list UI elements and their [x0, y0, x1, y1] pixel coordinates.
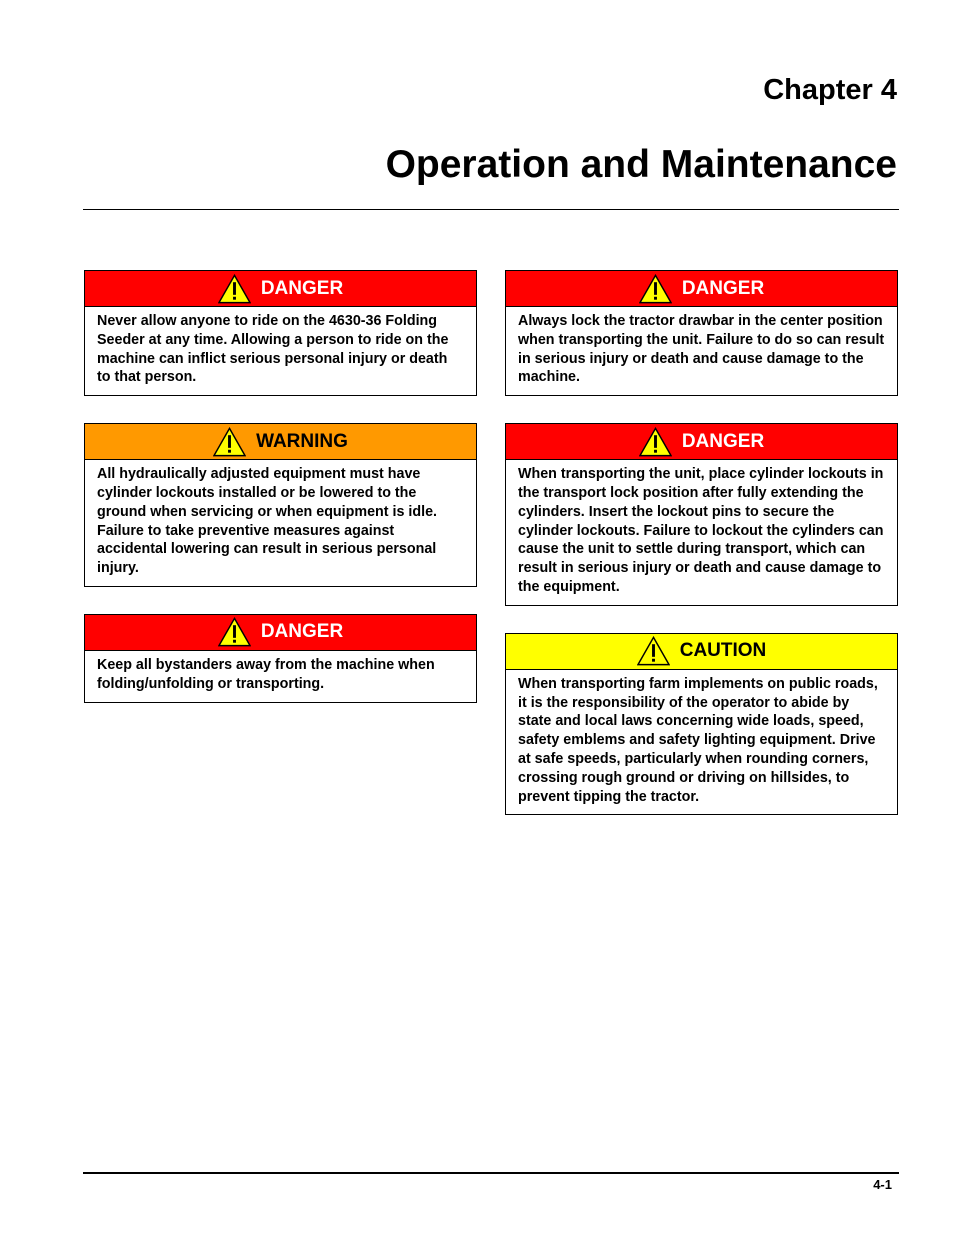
- danger-box-bystanders: [84, 614, 477, 703]
- box-header: [506, 271, 897, 307]
- box-text: Never allow anyone to ride on the 4630-36 Folding Seeder at any time. Allowing a person to ride on the machine can inflict serious personal injury or death to that person.: [97, 313, 449, 386]
- box-header: [506, 424, 897, 460]
- right-column: [505, 270, 898, 842]
- box-header: [85, 615, 476, 651]
- warning-box-hydraulics: [84, 423, 477, 587]
- signal-word: DANGER: [681, 277, 765, 299]
- signal-word: CAUTION: [679, 640, 767, 662]
- danger-box-riding: [84, 270, 477, 396]
- danger-box-lockouts: [505, 423, 898, 606]
- box-text: Always lock the tractor drawbar in the center position when transporting the unit. Failure to do so can result in serious injury or death and cause damage to the machine.: [518, 313, 885, 386]
- caution-box-public-roads: [505, 633, 898, 816]
- warning-triangle-icon: [218, 617, 251, 647]
- box-text: When transporting the unit, place cylinder lockouts in the transport lock position after fully extending the cylinders. Insert the lockout pins to secure the cylinder lockouts. Failure to lockout the cylinders can cause the unit to settle during transport, which can result in serious injury or death and cause damage to the equipment.: [518, 466, 884, 595]
- warning-triangle-icon: [213, 427, 246, 457]
- signal-word: DANGER: [681, 430, 765, 452]
- footer-divider: [83, 1172, 899, 1174]
- box-text: Keep all bystanders away from the machine when folding/unfolding or transporting.: [97, 656, 435, 692]
- header-divider: [83, 209, 899, 210]
- signal-word: WARNING: [256, 430, 348, 452]
- page-number: 4-1: [873, 1177, 892, 1192]
- box-header: [85, 424, 476, 460]
- signal-word: DANGER: [260, 621, 344, 643]
- signal-word: DANGER: [260, 277, 344, 299]
- chapter-label: Chapter 4: [763, 74, 897, 106]
- warning-triangle-icon: [218, 274, 251, 304]
- box-text: All hydraulically adjusted equipment must have cylinder lockouts installed or be lowered to the ground when servicing or when equipment is idle. Failure to take preventive measures against accidental lowering can result in serious personal injury.: [97, 466, 437, 577]
- page-title: Operation and Maintenance: [385, 143, 897, 186]
- warning-triangle-icon: [639, 427, 672, 457]
- warning-triangle-icon: [637, 636, 670, 666]
- danger-box-drawbar: [505, 270, 898, 396]
- left-column: [84, 270, 477, 730]
- box-text: When transporting farm implements on public roads, it is the responsibility of the operator to abide by state and local laws concerning wide loads, speed, safety emblems and safety lighting equipment. Drive at safe speeds, particularly when rounding corners, crossing rough ground or driving on hillsides, to prevent tipping the tractor.: [518, 675, 878, 805]
- box-header: [506, 634, 897, 670]
- box-header: [85, 271, 476, 307]
- warning-triangle-icon: [639, 274, 672, 304]
